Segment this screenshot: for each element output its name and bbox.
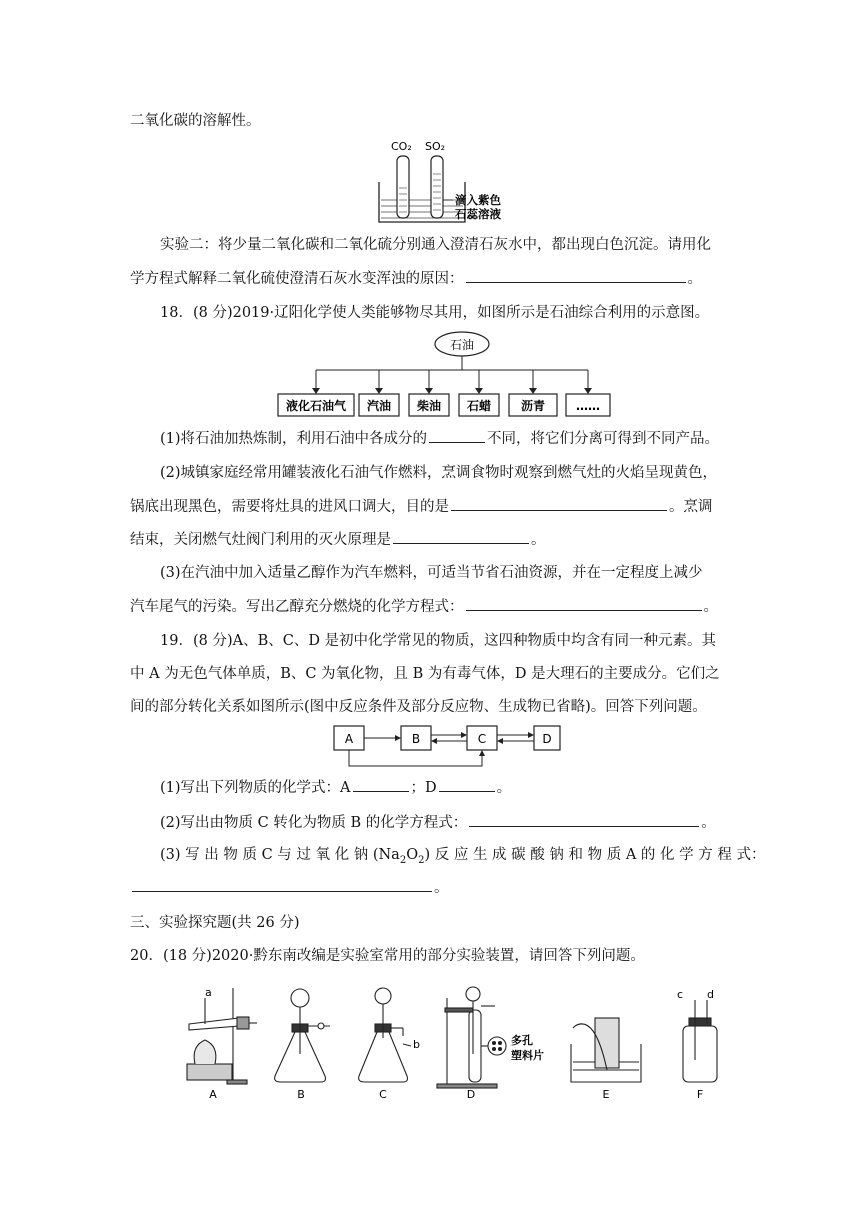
q17-exp2-line2: 学方程式解释二氧化硫使澄清石灰水变浑浊的原因： 。 [130, 268, 702, 289]
answer-blank[interactable] [466, 596, 702, 611]
product-label: …… [576, 399, 600, 413]
q18-part3-line2: 汽车尾气的污染。写出乙醇充分燃烧的化学方程式： 。 [130, 596, 718, 617]
answer-blank[interactable] [451, 496, 667, 511]
node-c-label: C [477, 732, 487, 746]
label-f: F [696, 1088, 704, 1101]
label-e: E [602, 1088, 610, 1101]
q18-part1: (1)将石油加热炼制，利用石油中各成分的 不同，将它们分离可得到不同产品。 [160, 428, 719, 449]
q20-stem: 20．(18 分)2020·黔东南改编是实验室常用的部分实验装置，请回答下列问题。 [130, 948, 645, 964]
so2-label: SO₂ [425, 140, 446, 153]
node-b-label: B [411, 732, 421, 746]
apparatus-a [187, 1064, 232, 1080]
apparatus-f [683, 1026, 717, 1082]
mark-a: a [205, 986, 212, 999]
q19-part3-line2: 。 [130, 877, 449, 898]
plate-note-2: 塑料片 [511, 1049, 544, 1062]
product-arrows [316, 370, 588, 390]
product-label: 液化石油气 [285, 399, 347, 413]
label-d: D [466, 1088, 476, 1101]
q17-text-line: 二氧化碳的溶解性。 [130, 113, 261, 129]
q19-conversion-diagram [330, 722, 565, 772]
label-b: B [297, 1088, 305, 1101]
product-label: 汽油 [366, 399, 392, 413]
answer-blank[interactable] [353, 777, 409, 792]
co2-label: CO₂ [391, 140, 412, 153]
mark-c: c [677, 988, 684, 1001]
q20-apparatus-figure [175, 984, 735, 1104]
fig-note-1: 滴入紫色 [455, 193, 501, 207]
product-label: 石蜡 [466, 399, 492, 413]
q18-part3-line1: (3)在汽油中加入适量乙醇作为汽车燃料，可适当节省石油资源，并在一定程度上减少 [160, 565, 703, 581]
mark-b: b [413, 1038, 420, 1051]
q18-petroleum-diagram [270, 330, 620, 420]
q19-part2: (2)写出由物质 C 转化为物质 B 的化学方程式： 。 [160, 812, 716, 833]
mark-d: d [707, 988, 714, 1001]
label-a: A [209, 1088, 217, 1101]
plate-note-1: 多孔 [511, 1034, 533, 1047]
q19-stem-3: 间的部分转化关系如图所示(图中反应条件及部分反应物、生成物已省略)。回答下列问题。 [130, 699, 707, 715]
q19-stem-2: 中 A 为无色气体单质，B、C 为氧化物，且 B 为有毒气体，D 是大理石的主要成分。它们之 [130, 666, 720, 682]
q19-stem-1: 19．(8 分)A、B、C、D 是初中化学常见的物质，这四种物质中均含有同一种元素。其 [160, 633, 717, 649]
q18-part2-line1: (2)城镇家庭经常用罐装液化石油气作燃料，烹调食物时观察到燃气灶的火焰呈现黄色， [160, 465, 718, 481]
q18-stem: 18．(8 分)2019·辽阳化学使人类能够物尽其用，如图所示是石油综合利用的示意图。 [160, 305, 710, 321]
q19-part3-line1: (3) 写 出 物 质 C 与 过 氧 化 钠 $(Na_2O_2)$ 反 应 生 成 碳 酸 钠 和 物 质 A 的 化 学 方 程 式： [160, 847, 766, 866]
answer-blank[interactable] [469, 812, 699, 827]
node-d-label: D [542, 732, 552, 746]
node-a-label: A [344, 732, 354, 746]
q18-part2-line2: 锅底出现黑色，需要将灶具的进风口调大，目的是 。烹调 [130, 496, 713, 517]
answer-blank[interactable] [429, 428, 485, 443]
answer-blank[interactable] [393, 529, 529, 544]
label-c: C [379, 1088, 387, 1101]
answer-blank[interactable] [132, 877, 432, 892]
q19-part1: (1)写出下列物质的化学式：A ；D 。 [160, 777, 511, 798]
apparatus-d [469, 1010, 481, 1082]
section-heading: 三、实验探究题(共 26 分) [130, 915, 300, 931]
product-label: 沥青 [520, 399, 546, 413]
answer-blank[interactable] [439, 777, 495, 792]
q18-part2-line3: 结束，关闭燃气灶阀门利用的灭火原理是 。 [130, 529, 546, 550]
root-node-label: 石油 [449, 338, 475, 352]
q17-figure-tubes [375, 138, 525, 226]
fig-note-2: 石蕊溶液 [455, 207, 501, 221]
apparatus-c [359, 1032, 408, 1082]
q17-exp2-line1: 实验二：将少量二氧化碳和二氧化硫分别通入澄清石灰水中，都出现白色沉淀。请用化 [160, 237, 711, 253]
answer-blank[interactable] [466, 268, 686, 283]
product-label: 柴油 [416, 399, 442, 413]
